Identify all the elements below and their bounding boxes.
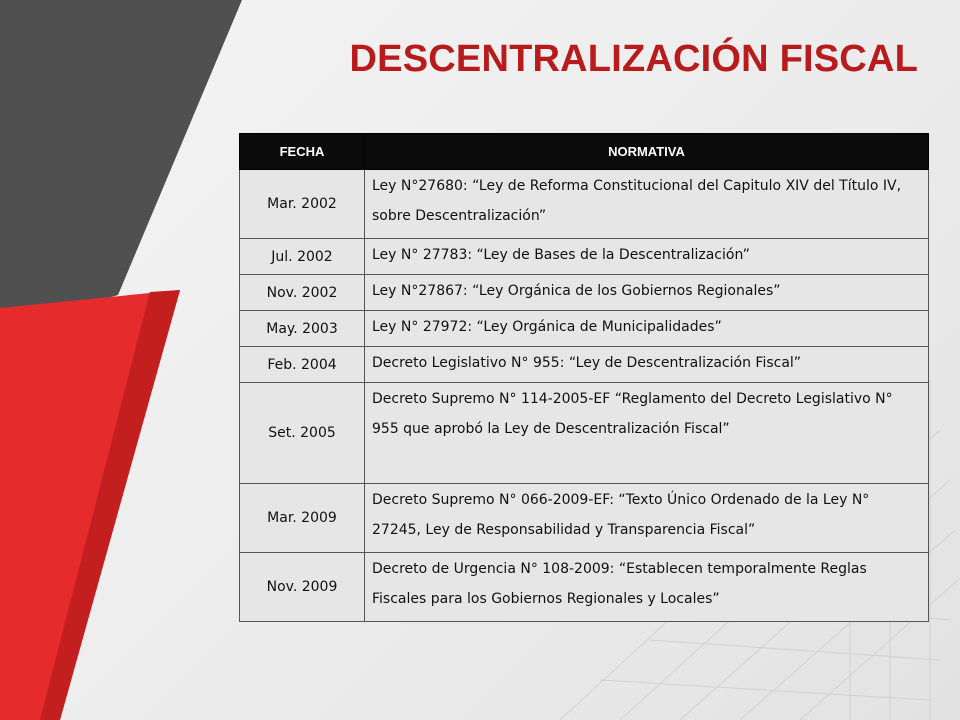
table-row <box>240 347 929 383</box>
table-header-row <box>240 134 929 170</box>
normativa-cell: Ley N°27680: “Ley de Reforma Constitucional del Capitulo XIV del Título IV, sobre Descentralización” <box>365 170 929 239</box>
fecha-column-header: FECHA <box>240 134 365 170</box>
table-row <box>240 484 929 553</box>
normativa-cell: Decreto Supremo N° 114-2005-EF “Reglamento del Decreto Legislativo N° 955 que aprobó la Ley de Descentralización Fiscal” <box>365 383 929 484</box>
fecha-cell: Feb. 2004 <box>240 347 365 383</box>
table-row <box>240 311 929 347</box>
fecha-cell: Nov. 2009 <box>240 553 365 622</box>
fecha-cell: Jul. 2002 <box>240 239 365 275</box>
fecha-cell: Nov. 2002 <box>240 275 365 311</box>
normativa-table <box>239 133 929 622</box>
normativa-cell: Ley N°27867: “Ley Orgánica de los Gobiernos Regionales” <box>365 275 929 311</box>
normativa-cell: Ley N° 27972: “Ley Orgánica de Municipalidades” <box>365 311 929 347</box>
fecha-cell: Mar. 2002 <box>240 170 365 239</box>
normativa-cell: Decreto de Urgencia N° 108-2009: “Establecen temporalmente Reglas Fiscales para los Gobiernos Regionales y Locales” <box>365 553 929 622</box>
normativa-cell: Decreto Legislativo N° 955: “Ley de Descentralización Fiscal” <box>365 347 929 383</box>
table-row <box>240 383 929 484</box>
normativa-cell: Decreto Supremo N° 066-2009-EF: “Texto Único Ordenado de la Ley N° 27245, Ley de Responsabilidad y Transparencia Fiscal” <box>365 484 929 553</box>
table-row <box>240 553 929 622</box>
dark-gray-band <box>0 0 242 330</box>
normativa-column-header: NORMATIVA <box>365 134 929 170</box>
table-row <box>240 239 929 275</box>
fecha-cell: May. 2003 <box>240 311 365 347</box>
fecha-cell: Set. 2005 <box>240 383 365 484</box>
table-row <box>240 170 929 239</box>
normativa-cell: Ley N° 27783: “Ley de Bases de la Descentralización” <box>365 239 929 275</box>
page-title: DESCENTRALIZACIÓN FISCAL <box>349 38 918 80</box>
table-row <box>240 275 929 311</box>
fecha-cell: Mar. 2009 <box>240 484 365 553</box>
